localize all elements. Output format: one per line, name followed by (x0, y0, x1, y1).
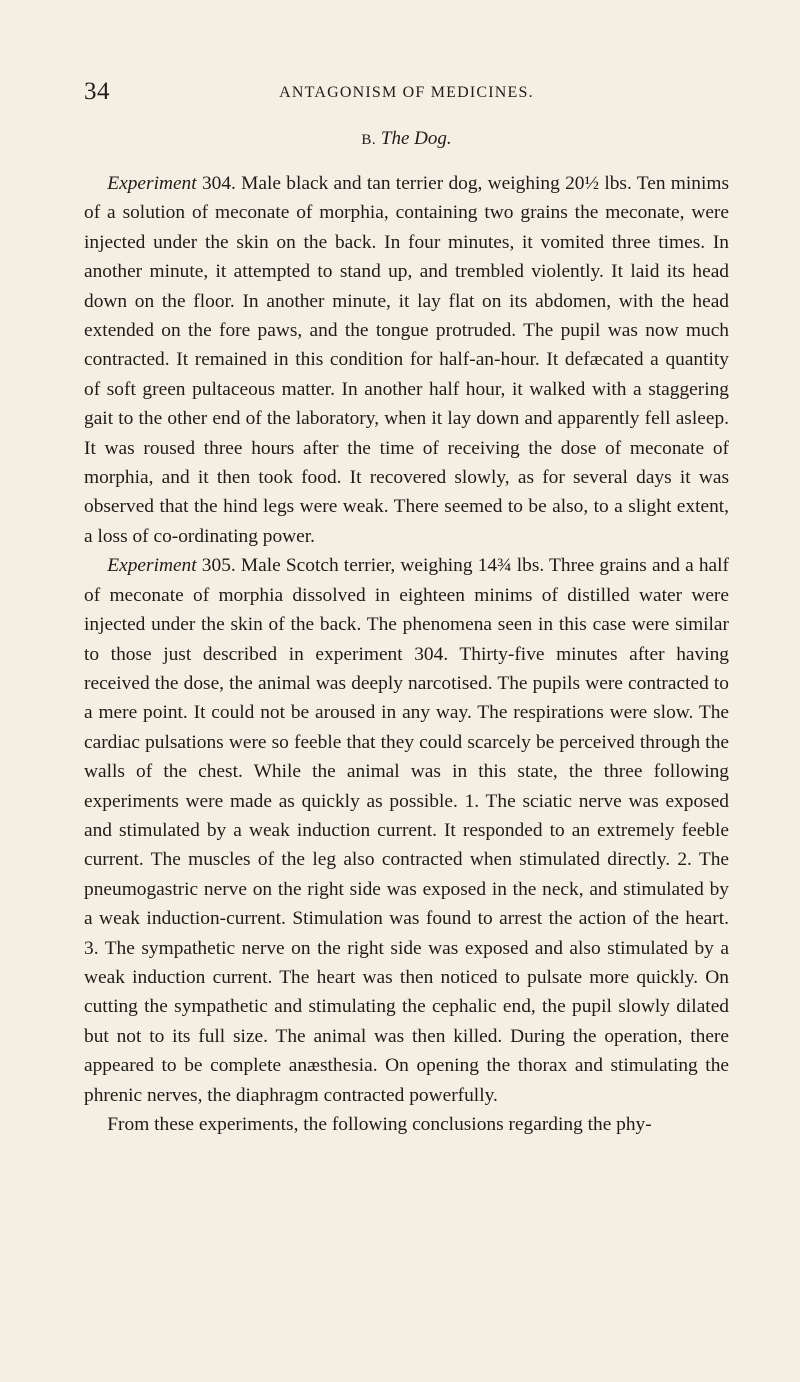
page-number: 34 (84, 78, 110, 105)
section-letter: B. (361, 132, 377, 148)
paragraph-text: 304. Male black and tan terrier dog, weighing 20½ lbs. Ten minims of a solution of meconate of morphia, containing two grains the meconate, were injected under the skin on the back. In four minutes, it vomited three times. In another minute, it attempted to stand up, and trembled violently. It laid its head down on the floor. In another minute, it lay flat on its abdomen, with the head extended on the fore paws, and the tongue protruded. The pupil was now much contracted. It remained in this condition for half-an-hour. It defæcated a quantity of soft green pultaceous matter. In another half hour, it walked with a staggering gait to the other end of the laboratory, when it lay down and apparently fell asleep. It was roused three hours after the time of receiving the dose of meconate of morphia, and it then took food. It recovered slowly, as for several days it was observed that the hind legs were weak. There seemed to be also, to a slight extent, a loss of co-ordinating power. (84, 173, 729, 547)
paragraph-text: From these experiments, the following conclusions regarding the phy- (107, 1114, 652, 1135)
paragraph-text: 305. Male Scotch terrier, weighing 14¾ lbs. Three grains and a half of meconate of morphia dissolved in eighteen minims of distilled water were injected under the skin of the back. The phenomena seen in this case were similar to those just described in experiment 304. Thirty-five minutes after having received the dose, the animal was deeply narcotised. The pupils were contracted to a mere point. It could not be aroused in any way. The respirations were slow. The cardiac pulsations were so feeble that they could scarcely be perceived through the walls of the chest. While the animal was in this state, the three following experiments were made as quickly as possible. 1. The sciatic nerve was exposed and stimulated by a weak induction current. It responded to an extremely feeble current. The muscles of the leg also contracted when stimulated directly. 2. The pneumogastric nerve on the right side was exposed in the neck, and stimulated by a weak induction-current. Stimulation was found to arrest the action of the heart. 3. The sympathetic nerve on the right side was exposed and also stimulated by a weak induction current. The heart was then noticed to pulsate more quickly. On cutting the sympathetic and stimulating the cephalic end, the pupil slowly dilated but not to its full size. The animal was then killed. During the operation, there appeared to be complete anæsthesia. On opening the thorax and stimulating the phrenic nerves, the diaphragm contracted powerfully. (84, 555, 729, 1106)
body-text (84, 169, 729, 1139)
running-head (84, 78, 729, 108)
paragraph-experiment-305 (84, 551, 729, 1110)
section-heading (84, 126, 729, 153)
experiment-label: Experiment (107, 173, 197, 194)
experiment-label: Experiment (107, 555, 197, 577)
paragraph-experiment-304 (84, 169, 729, 551)
paragraph-conclusions (84, 1110, 729, 1139)
page (84, 78, 729, 1139)
running-title: ANTAGONISM OF MEDICINES. (279, 84, 534, 101)
section-title: The Dog. (380, 128, 452, 149)
